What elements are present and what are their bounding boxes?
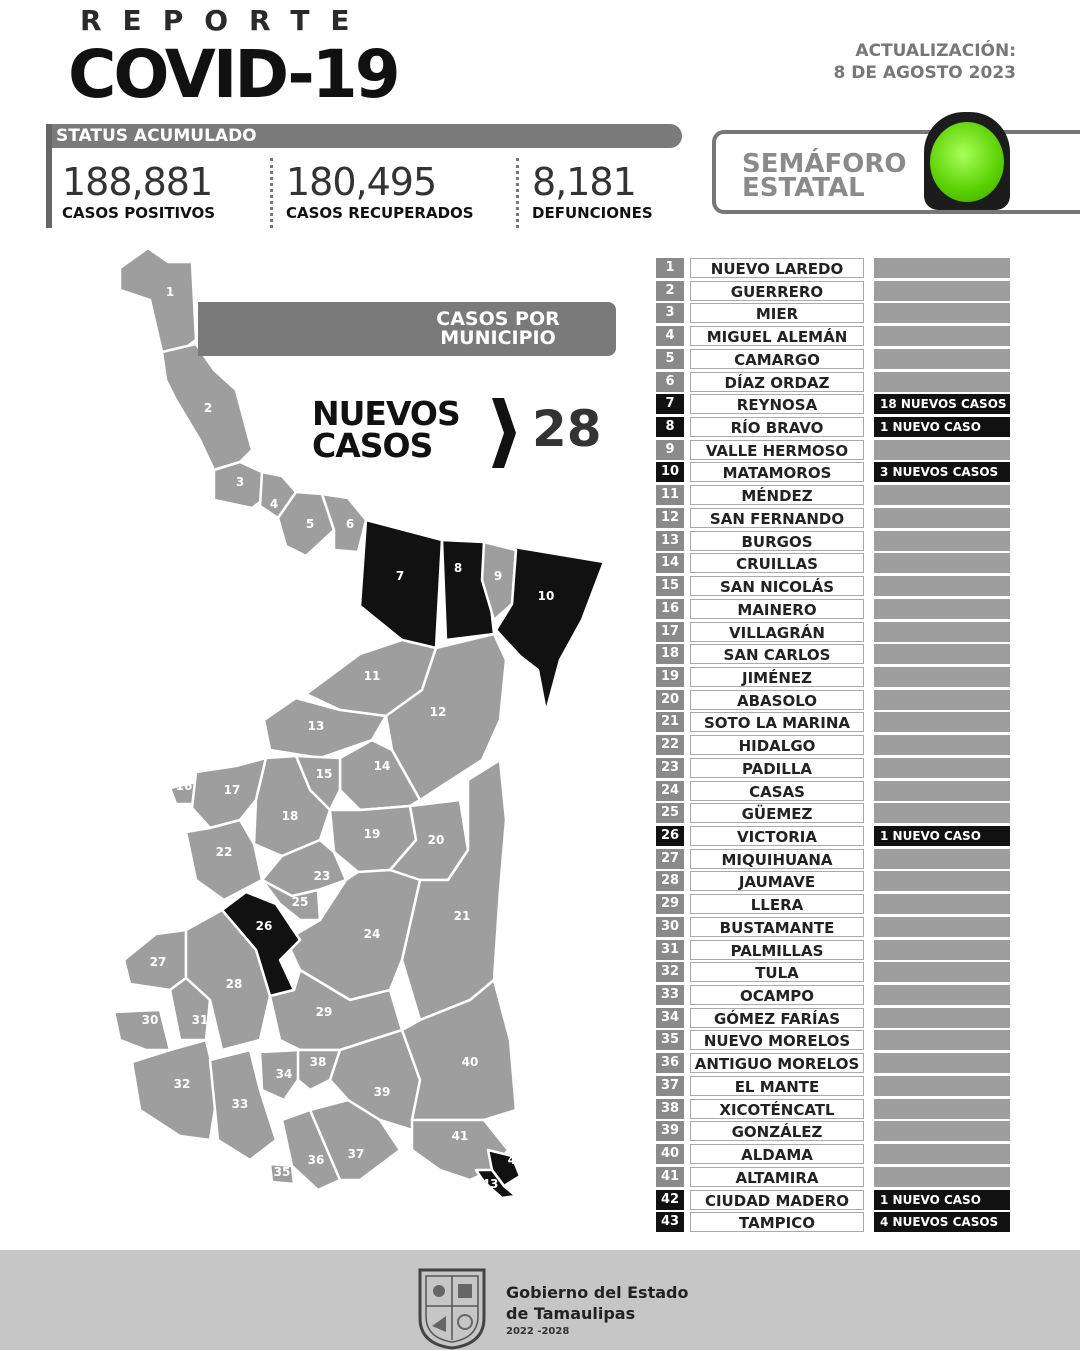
municipio-label-21: 21	[453, 909, 471, 923]
municipio-shape-22	[186, 820, 262, 900]
row-number: 38	[656, 1099, 684, 1119]
row-number: 24	[656, 781, 684, 801]
row-municipio-name: BUSTAMANTE	[690, 917, 864, 937]
row-new-cases	[874, 758, 1010, 778]
row-municipio-name: MÉNDEZ	[690, 485, 864, 505]
row-new-cases: 1 NUEVO CASO	[874, 826, 1010, 846]
row-new-cases	[874, 940, 1010, 960]
row-new-cases: 1 NUEVO CASO	[874, 1190, 1010, 1210]
report-subtitle: REPORTE	[80, 4, 371, 37]
row-number: 26	[656, 826, 684, 846]
municipio-label-40: 40	[461, 1055, 479, 1069]
row-number: 40	[656, 1144, 684, 1164]
row-new-cases	[874, 599, 1010, 619]
update-info	[834, 40, 1016, 84]
row-municipio-name: NUEVO LAREDO	[690, 258, 864, 278]
row-number: 14	[656, 553, 684, 573]
municipio-label-23: 23	[313, 869, 331, 883]
row-municipio-name: DÍAZ ORDAZ	[690, 372, 864, 392]
municipio-label-26: 26	[255, 919, 273, 933]
municipio-label-37: 37	[347, 1147, 365, 1161]
row-new-cases	[874, 985, 1010, 1005]
row-new-cases	[874, 553, 1010, 573]
row-municipio-name: CIUDAD MADERO	[690, 1190, 864, 1210]
state-coat-of-arms-icon	[414, 1266, 490, 1350]
row-new-cases	[874, 1008, 1010, 1028]
municipio-label-30: 30	[141, 1013, 159, 1027]
municipio-label-31: 31	[191, 1013, 209, 1027]
municipio-label-28: 28	[225, 977, 243, 991]
nuevos-casos-label	[312, 394, 460, 465]
row-number: 15	[656, 576, 684, 596]
chevron-right-icon	[490, 398, 518, 468]
municipio-label-42: 42	[507, 1153, 525, 1167]
row-new-cases: 1 NUEVO CASO	[874, 417, 1010, 437]
row-municipio-name: VALLE HERMOSO	[690, 440, 864, 460]
municipio-label-29: 29	[315, 1005, 333, 1019]
municipio-label-17: 17	[223, 783, 241, 797]
row-municipio-name: XICOTÉNCATL	[690, 1099, 864, 1119]
row-new-cases	[874, 849, 1010, 869]
row-number: 36	[656, 1053, 684, 1073]
row-municipio-name: MIQUIHUANA	[690, 849, 864, 869]
row-municipio-name: GONZÁLEZ	[690, 1121, 864, 1141]
cpm-line1: CASOS POR	[436, 308, 560, 330]
municipio-label-15: 15	[315, 767, 333, 781]
row-new-cases	[874, 1099, 1010, 1119]
row-municipio-name: TAMPICO	[690, 1212, 864, 1232]
row-municipio-name: JAUMAVE	[690, 871, 864, 891]
row-number: 11	[656, 485, 684, 505]
municipio-label-35: 35	[273, 1165, 291, 1179]
row-new-cases	[874, 644, 1010, 664]
row-new-cases	[874, 1053, 1010, 1073]
row-number: 43	[656, 1212, 684, 1232]
row-number: 13	[656, 531, 684, 551]
row-new-cases	[874, 1121, 1010, 1141]
row-number: 37	[656, 1076, 684, 1096]
row-new-cases	[874, 1144, 1010, 1164]
municipio-label-8: 8	[453, 561, 463, 575]
row-number: 7	[656, 394, 684, 414]
municipio-label-33: 33	[231, 1097, 249, 1111]
row-municipio-name: VILLAGRÁN	[690, 622, 864, 642]
municipio-label-39: 39	[373, 1085, 391, 1099]
municipio-label-2: 2	[203, 401, 213, 415]
row-new-cases	[874, 1167, 1010, 1187]
row-new-cases	[874, 281, 1010, 301]
row-number: 16	[656, 599, 684, 619]
row-municipio-name: MIGUEL ALEMÁN	[690, 326, 864, 346]
municipio-label-1: 1	[165, 285, 175, 299]
row-new-cases	[874, 440, 1010, 460]
row-municipio-name: VICTORIA	[690, 826, 864, 846]
row-new-cases	[874, 690, 1010, 710]
row-number: 18	[656, 644, 684, 664]
stat-value: 180,495	[286, 160, 437, 204]
municipio-label-12: 12	[429, 705, 447, 719]
stat-label: CASOS RECUPERADOS	[286, 204, 474, 222]
row-number: 19	[656, 667, 684, 687]
row-municipio-name: NUEVO MORELOS	[690, 1030, 864, 1050]
municipio-label-19: 19	[363, 827, 381, 841]
row-number: 30	[656, 917, 684, 937]
gov-line2: de Tamaulipas	[506, 1304, 636, 1323]
row-number: 17	[656, 622, 684, 642]
row-number: 4	[656, 326, 684, 346]
municipio-label-32: 32	[173, 1077, 191, 1091]
row-number: 42	[656, 1190, 684, 1210]
stat-divider	[270, 158, 273, 228]
row-municipio-name: BURGOS	[690, 531, 864, 551]
row-new-cases	[874, 303, 1010, 323]
municipio-label-24: 24	[363, 927, 381, 941]
status-edge	[46, 124, 52, 228]
municipio-label-9: 9	[493, 569, 503, 583]
row-number: 34	[656, 1008, 684, 1028]
gov-years: 2022 -2028	[506, 1326, 570, 1337]
municipio-label-38: 38	[309, 1055, 327, 1069]
row-municipio-name: PALMILLAS	[690, 940, 864, 960]
row-municipio-name: ABASOLO	[690, 690, 864, 710]
row-new-cases	[874, 326, 1010, 346]
municipio-label-3: 3	[235, 475, 245, 489]
stat-recuperados	[286, 160, 474, 222]
row-municipio-name: ALTAMIRA	[690, 1167, 864, 1187]
row-number: 8	[656, 417, 684, 437]
municipio-label-5: 5	[305, 517, 315, 531]
stat-value: 188,881	[62, 160, 213, 204]
row-number: 31	[656, 940, 684, 960]
row-new-cases	[874, 781, 1010, 801]
row-municipio-name: CRUILLAS	[690, 553, 864, 573]
row-number: 33	[656, 985, 684, 1005]
municipio-label-14: 14	[373, 759, 391, 773]
status-label: STATUS ACUMULADO	[56, 126, 257, 146]
row-new-cases	[874, 894, 1010, 914]
update-label: ACTUALIZACIÓN:	[855, 41, 1016, 61]
nuevos-casos-total: 28	[532, 400, 602, 458]
green-light-icon	[930, 122, 1004, 202]
row-new-cases	[874, 962, 1010, 982]
row-municipio-name: CAMARGO	[690, 349, 864, 369]
municipio-label-10: 10	[537, 589, 555, 603]
row-new-cases	[874, 1076, 1010, 1096]
row-municipio-name: SAN FERNANDO	[690, 508, 864, 528]
row-number: 10	[656, 462, 684, 482]
tamaulipas-map	[100, 240, 640, 1220]
row-number: 23	[656, 758, 684, 778]
update-date: 8 DE AGOSTO 2023	[833, 63, 1016, 83]
row-municipio-name: EL MANTE	[690, 1076, 864, 1096]
row-number: 22	[656, 735, 684, 755]
row-new-cases	[874, 576, 1010, 596]
gov-line1: Gobierno del Estado	[506, 1283, 689, 1302]
municipio-label-6: 6	[345, 517, 355, 531]
municipio-label-7: 7	[395, 569, 405, 583]
row-number: 39	[656, 1121, 684, 1141]
municipio-label-22: 22	[215, 845, 233, 859]
row-new-cases	[874, 917, 1010, 937]
row-new-cases	[874, 508, 1010, 528]
row-new-cases	[874, 258, 1010, 278]
gobierno-text	[506, 1282, 688, 1324]
row-municipio-name: SAN NICOLÁS	[690, 576, 864, 596]
row-number: 32	[656, 962, 684, 982]
row-number: 29	[656, 894, 684, 914]
row-number: 6	[656, 372, 684, 392]
row-new-cases	[874, 349, 1010, 369]
row-new-cases	[874, 667, 1010, 687]
row-new-cases	[874, 803, 1010, 823]
municipio-label-36: 36	[307, 1153, 325, 1167]
municipio-shape-7	[360, 520, 442, 648]
municipio-label-18: 18	[281, 809, 299, 823]
row-number: 1	[656, 258, 684, 278]
row-new-cases	[874, 735, 1010, 755]
row-number: 12	[656, 508, 684, 528]
row-municipio-name: JIMÉNEZ	[690, 667, 864, 687]
report-title: COVID-19	[68, 36, 398, 113]
municipio-label-25: 25	[291, 895, 309, 909]
row-new-cases: 18 NUEVOS CASOS	[874, 394, 1010, 414]
row-number: 5	[656, 349, 684, 369]
row-number: 41	[656, 1167, 684, 1187]
municipio-label-13: 13	[307, 719, 325, 733]
row-number: 2	[656, 281, 684, 301]
municipio-label-34: 34	[275, 1067, 293, 1081]
stat-defunciones	[532, 160, 653, 222]
semaforo-label	[742, 149, 907, 203]
municipio-label-11: 11	[363, 669, 381, 683]
stat-label: DEFUNCIONES	[532, 204, 653, 222]
stat-positivos	[62, 160, 215, 222]
row-municipio-name: OCAMPO	[690, 985, 864, 1005]
row-municipio-name: MIER	[690, 303, 864, 323]
row-new-cases	[874, 372, 1010, 392]
row-new-cases	[874, 531, 1010, 551]
row-new-cases	[874, 712, 1010, 732]
row-new-cases: 3 NUEVOS CASOS	[874, 462, 1010, 482]
municipio-shape-1	[120, 248, 196, 352]
municipio-label-41: 41	[451, 1129, 469, 1143]
row-municipio-name: RÍO BRAVO	[690, 417, 864, 437]
stat-label: CASOS POSITIVOS	[62, 204, 216, 222]
municipio-label-16: 16	[175, 779, 193, 793]
row-number: 9	[656, 440, 684, 460]
row-new-cases	[874, 1030, 1010, 1050]
row-new-cases	[874, 622, 1010, 642]
cpm-line2: MUNICIPIO	[440, 327, 556, 349]
municipio-label-27: 27	[149, 955, 167, 969]
row-new-cases	[874, 485, 1010, 505]
row-number: 28	[656, 871, 684, 891]
municipio-label-4: 4	[269, 497, 279, 511]
municipio-label-43: 43	[481, 1177, 499, 1191]
row-municipio-name: REYNOSA	[690, 394, 864, 414]
row-number: 3	[656, 303, 684, 323]
row-new-cases: 4 NUEVOS CASOS	[874, 1212, 1010, 1232]
row-new-cases	[874, 871, 1010, 891]
nuevos-line1: NUEVOS	[312, 394, 460, 433]
municipio-label-20: 20	[427, 833, 445, 847]
row-municipio-name: SOTO LA MARINA	[690, 712, 864, 732]
casos-por-municipio-title	[418, 310, 578, 348]
row-municipio-name: GÓMEZ FARÍAS	[690, 1008, 864, 1028]
row-municipio-name: GUERRERO	[690, 281, 864, 301]
semaforo-line1: SEMÁFORO	[742, 149, 907, 179]
row-municipio-name: SAN CARLOS	[690, 644, 864, 664]
row-municipio-name: LLERA	[690, 894, 864, 914]
stat-value: 8,181	[532, 160, 636, 204]
row-municipio-name: TULA	[690, 962, 864, 982]
nuevos-line2: CASOS	[312, 426, 433, 465]
row-municipio-name: HIDALGO	[690, 735, 864, 755]
row-municipio-name: GÜEMEZ	[690, 803, 864, 823]
row-municipio-name: ANTIGUO MORELOS	[690, 1053, 864, 1073]
row-municipio-name: CASAS	[690, 781, 864, 801]
row-municipio-name: MATAMOROS	[690, 462, 864, 482]
row-number: 21	[656, 712, 684, 732]
row-number: 25	[656, 803, 684, 823]
row-municipio-name: PADILLA	[690, 758, 864, 778]
semaforo-line2: ESTATAL	[742, 173, 865, 203]
row-number: 20	[656, 690, 684, 710]
stat-divider	[516, 158, 519, 228]
row-municipio-name: ALDAMA	[690, 1144, 864, 1164]
row-municipio-name: MAINERO	[690, 599, 864, 619]
row-number: 27	[656, 849, 684, 869]
row-number: 35	[656, 1030, 684, 1050]
